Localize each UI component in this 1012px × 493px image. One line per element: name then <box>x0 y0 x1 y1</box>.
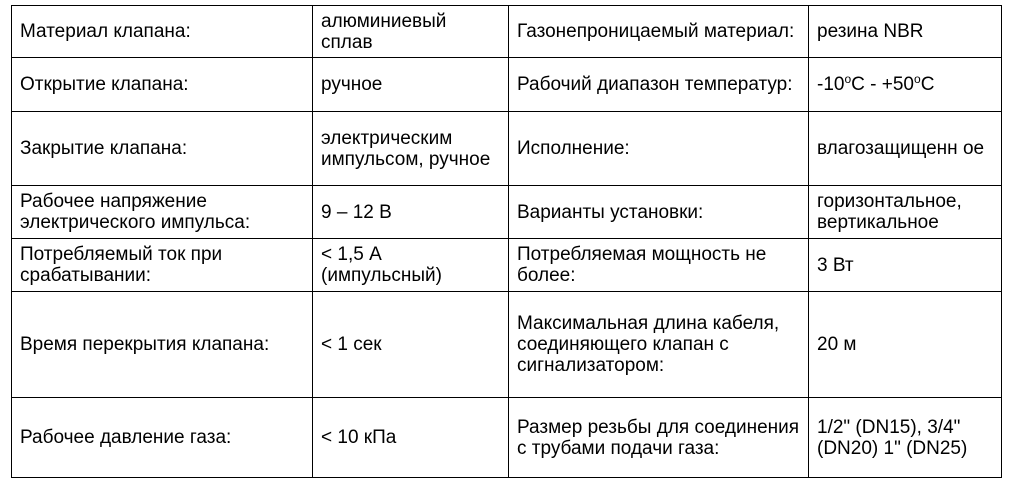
temp-range: C - +50 <box>851 74 914 95</box>
label-cell: Максимальная длина кабеля, соединяющего клапан с сигнализатором: <box>509 292 809 398</box>
value-cell: < 1,5 А (импульсный) <box>313 239 509 292</box>
spec-table <box>11 5 1002 478</box>
table-row <box>12 58 1002 112</box>
value-cell: 9 – 12 В <box>313 186 509 239</box>
label-cell: Время перекрытия клапана: <box>12 292 313 398</box>
degree-sign: o <box>914 72 921 86</box>
table-row <box>12 292 1002 398</box>
value-cell: алюминиевый сплав <box>313 6 509 58</box>
value-cell: 3 Вт <box>809 239 1002 292</box>
value-cell: 1/2" (DN15), 3/4" (DN20) 1" (DN25) <box>809 398 1002 478</box>
label-cell: Варианты установки: <box>509 186 809 239</box>
degree-sign: o <box>844 72 852 86</box>
value-cell: влагозащищенн ое <box>809 112 1002 186</box>
label-cell: Размер резьбы для соединения с трубами подачи газа: <box>509 398 809 478</box>
value-cell: ручное <box>313 58 509 112</box>
label-cell: Рабочий диапазон температур: <box>509 58 809 112</box>
label-cell: Потребляемый ток при срабатывании: <box>12 239 313 292</box>
label-cell: Закрытие клапана: <box>12 112 313 186</box>
value-cell <box>809 58 1002 112</box>
label-cell: Рабочее напряжение электрического импульса: <box>12 186 313 239</box>
label-cell: Потребляемая мощность не более: <box>509 239 809 292</box>
table-row <box>12 239 1002 292</box>
value-cell: < 10 кПа <box>313 398 509 478</box>
label-cell: Материал клапана: <box>12 6 313 58</box>
label-cell: Открытие клапана: <box>12 58 313 112</box>
value-cell: резина NBR <box>809 6 1002 58</box>
table-row <box>12 6 1002 58</box>
temp-unit: C <box>920 74 935 95</box>
label-cell: Рабочее давление газа: <box>12 398 313 478</box>
table-row <box>12 112 1002 186</box>
label-cell: Исполнение: <box>509 112 809 186</box>
value-cell: < 1 сек <box>313 292 509 398</box>
temp-min: -10 <box>817 74 845 95</box>
table-row <box>12 186 1002 239</box>
label-cell: Газонепроницаемый материал: <box>509 6 809 58</box>
value-cell: горизонтальное, вертикальное <box>809 186 1002 239</box>
value-cell: электрическим импульсом, ручное <box>313 112 509 186</box>
value-cell: 20 м <box>809 292 1002 398</box>
table-row <box>12 398 1002 478</box>
